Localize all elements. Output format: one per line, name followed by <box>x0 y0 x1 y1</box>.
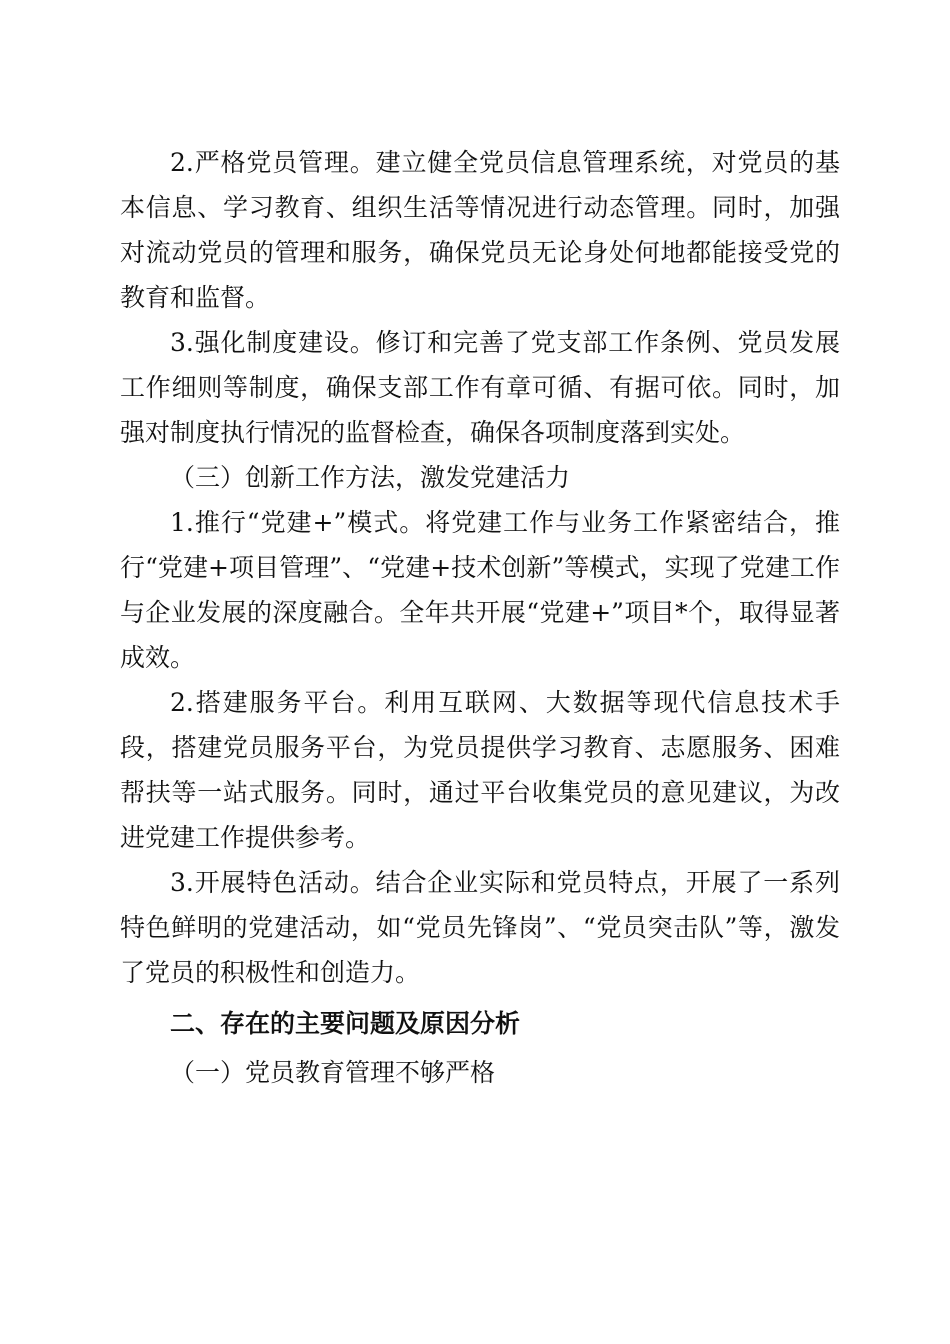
section-heading-problems-analysis: 二、存在的主要问题及原因分析 <box>170 1009 521 1038</box>
paragraph-featured-activities: 3.开展特色活动。结合企业实际和党员特点，开展了一系列特色鲜明的党建活动，如“党员先锋岗”、“党员突击队”等，激发了党员的积极性和创造力。 <box>120 868 840 987</box>
paragraph-strict-member-management: 2.严格党员管理。建立健全党员信息管理系统，对党员的基本信息、学习教育、组织生活等情况进行动态管理。同时，加强对流动党员的管理和服务，确保党员无论身处何地都能接受党的教育和监督。 <box>120 148 840 312</box>
paragraph-service-platform: 2.搭建服务平台。利用互联网、大数据等现代信息技术手段，搭建党员服务平台，为党员提供学习教育、志愿服务、困难帮扶等一站式服务。同时，通过平台收集党员的意见建议，为改进党建工作提供参考。 <box>120 688 840 852</box>
subheading-member-education-management: （一）党员教育管理不够严格 <box>170 1058 496 1087</box>
paragraph-party-plus-model: 1.推行“党建+”模式。将党建工作与业务工作紧密结合，推行“党建+项目管理”、“党建+技术创新”等模式，实现了党建工作与企业发展的深度融合。全年共开展“党建+”项目*个，取得显著成效。 <box>120 508 840 672</box>
subheading-innovate-work-methods: （三）创新工作方法，激发党建活力 <box>170 463 571 492</box>
paragraph-strengthen-system-building: 3.强化制度建设。修订和完善了党支部工作条例、党员发展工作细则等制度，确保支部工作有章可循、有据可依。同时，加强对制度执行情况的监督检查，确保各项制度落到实处。 <box>120 328 840 447</box>
document-page <box>120 140 840 1095</box>
